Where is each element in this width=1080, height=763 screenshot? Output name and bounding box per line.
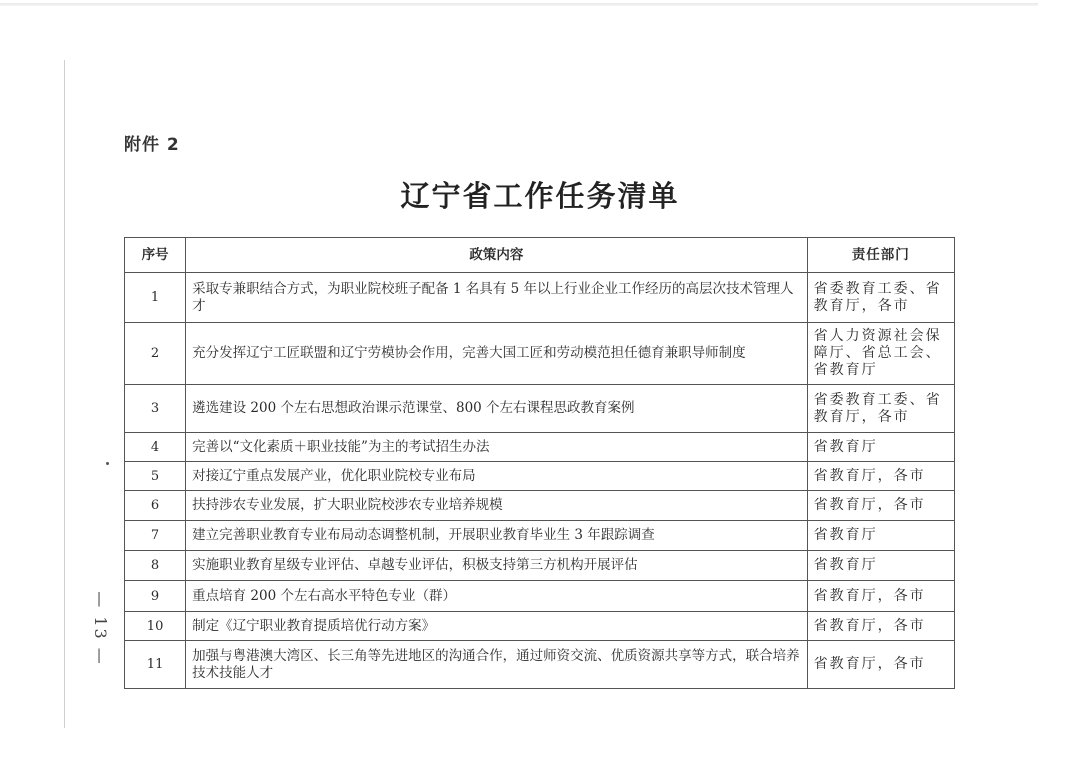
table-row — [125, 521, 955, 551]
table-row — [125, 612, 955, 641]
row-dept: 省教育厅，各市 — [807, 581, 954, 612]
row-number: 6 — [125, 491, 186, 521]
scan-speck — [106, 462, 109, 465]
document-title: 辽宁省工作任务清单 — [400, 179, 680, 213]
row-dept: 省教育厅 — [807, 521, 954, 551]
task-table — [124, 237, 955, 689]
page-number-text: — 13 — — [90, 590, 110, 666]
table-row — [125, 462, 955, 491]
table-row — [125, 641, 955, 689]
table-row — [125, 581, 955, 612]
row-number: 9 — [125, 581, 186, 612]
row-number: 8 — [125, 551, 186, 581]
table-row — [125, 491, 955, 521]
row-content: 实施职业教育星级专业评估、卓越专业评估，积极支持第三方机构开展评估 — [186, 551, 807, 581]
table-row — [125, 323, 955, 385]
row-dept: 省教育厅，各市 — [807, 491, 954, 521]
row-number: 2 — [125, 323, 186, 385]
row-dept: 省教育厅，各市 — [807, 612, 954, 641]
row-content: 建立完善职业教育专业布局动态调整机制，开展职业教育毕业生 3 年跟踪调查 — [186, 521, 807, 551]
row-number: 11 — [125, 641, 186, 689]
row-dept: 省教育厅，各市 — [807, 641, 954, 689]
row-content: 充分发挥辽宁工匠联盟和辽宁劳模协会作用，完善大国工匠和劳动模范担任德育兼职导师制度 — [186, 323, 807, 385]
row-content: 扶持涉农专业发展，扩大职业院校涉农专业培养规模 — [186, 491, 807, 521]
row-dept: 省教育厅，各市 — [807, 462, 954, 491]
row-number: 1 — [125, 273, 186, 323]
row-content: 加强与粤港澳大湾区、长三角等先进地区的沟通合作，通过师资交流、优质资源共享等方式，联合培养技术技能人才 — [186, 641, 807, 689]
scan-top-edge — [0, 3, 1038, 6]
row-dept: 省教育厅 — [807, 551, 954, 581]
row-content: 完善以“文化素质＋职业技能”为主的考试招生办法 — [186, 433, 807, 462]
row-content: 制定《辽宁职业教育提质培优行动方案》 — [186, 612, 807, 641]
row-content: 对接辽宁重点发展产业，优化职业院校专业布局 — [186, 462, 807, 491]
page-number — [80, 588, 120, 668]
row-dept: 省委教育工委、省教育厅，各市 — [807, 273, 954, 323]
table-row — [125, 433, 955, 462]
row-content: 采取专兼职结合方式，为职业院校班子配备 1 名具有 5 年以上行业企业工作经历的高层次技术管理人才 — [186, 273, 807, 323]
table-header-row — [125, 238, 955, 273]
header-no: 序号 — [125, 238, 186, 273]
row-content: 遴选建设 200 个左右思想政治课示范课堂、800 个左右课程思政教育案例 — [186, 385, 807, 433]
row-content: 重点培育 200 个左右高水平特色专业（群） — [186, 581, 807, 612]
row-number: 3 — [125, 385, 186, 433]
row-dept: 省教育厅 — [807, 433, 954, 462]
attachment-label: 附件 2 — [124, 135, 180, 155]
header-content: 政策内容 — [186, 238, 807, 273]
row-dept: 省委教育工委、省教育厅，各市 — [807, 385, 954, 433]
table-row — [125, 385, 955, 433]
row-number: 10 — [125, 612, 186, 641]
row-dept: 省人力资源社会保障厅、省总工会、省教育厅 — [807, 323, 954, 385]
row-number: 4 — [125, 433, 186, 462]
table-row — [125, 273, 955, 323]
row-number: 5 — [125, 462, 186, 491]
table-row — [125, 551, 955, 581]
header-dept: 责任部门 — [807, 238, 954, 273]
row-number: 7 — [125, 521, 186, 551]
binding-margin-line — [64, 60, 65, 728]
